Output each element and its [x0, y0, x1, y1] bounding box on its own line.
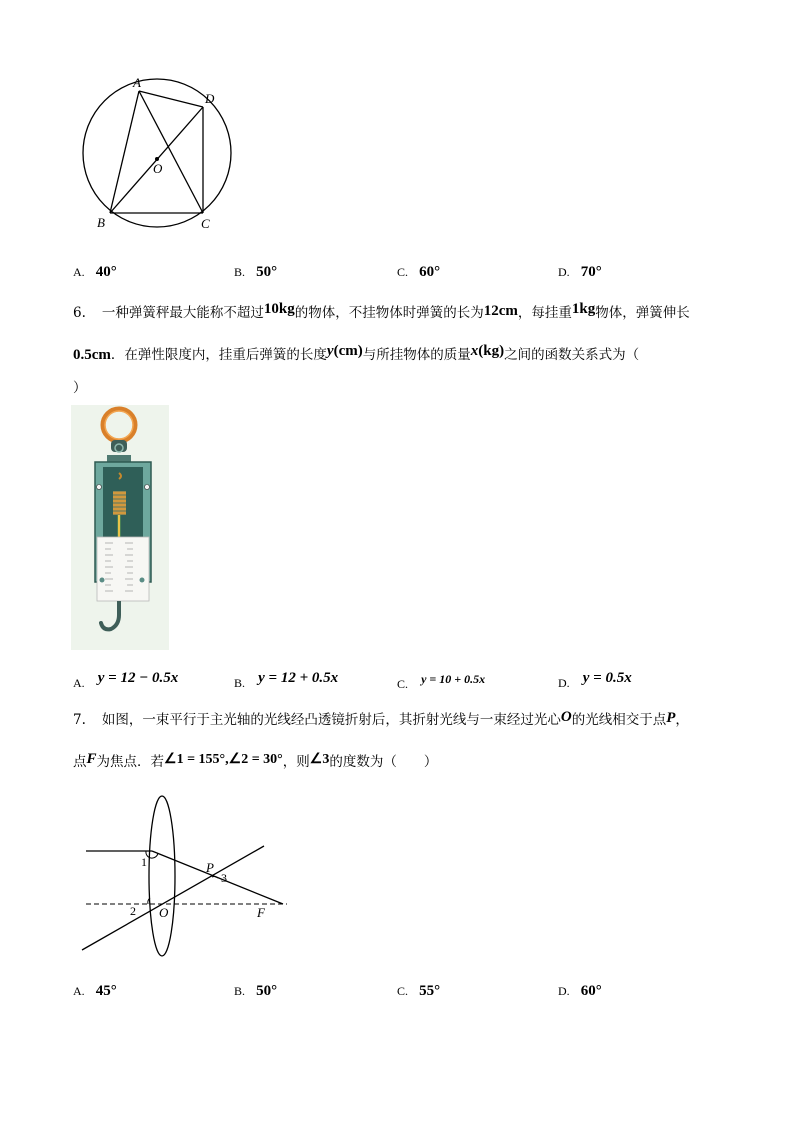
- option-value: y = 10 + 0.5x: [421, 672, 486, 686]
- q7-condition: ∠1 = 155°,∠2 = 30°: [164, 752, 283, 767]
- q6-text: 之间的函数关系式为（: [504, 347, 640, 363]
- label-o: O: [159, 905, 169, 920]
- label-d: D: [205, 91, 215, 106]
- q6-text: ）: [73, 380, 87, 396]
- option-letter: D.: [558, 676, 570, 690]
- q7-angle-3: ∠3: [309, 752, 330, 767]
- option-value: y = 12 − 0.5x: [97, 670, 179, 686]
- option-letter: B.: [234, 265, 246, 279]
- q6-var-x: x: [470, 343, 479, 359]
- convex-lens: [149, 796, 175, 956]
- option-value: 45°: [95, 983, 117, 999]
- q6-options: [0, 663, 794, 689]
- label-b: B: [97, 215, 105, 230]
- q7-text: 的光线相交于点: [571, 712, 667, 728]
- q7-var-f: F: [86, 751, 97, 767]
- q5-option-d[interactable]: [558, 261, 602, 281]
- q7-text: ，: [675, 712, 689, 728]
- option-letter: A.: [73, 676, 85, 690]
- option-value: 40°: [95, 264, 117, 280]
- option-value: y = 0.5x: [582, 670, 632, 686]
- q6-option-c[interactable]: [397, 668, 486, 691]
- option-value: 55°: [419, 983, 441, 999]
- option-letter: D.: [558, 984, 570, 998]
- question-number: 7.: [73, 712, 86, 728]
- q6-line-2: [73, 345, 639, 365]
- q6-text: 的物体，不挂物体时弹簧的长为: [294, 305, 484, 321]
- option-value: y = 12 + 0.5x: [258, 670, 339, 686]
- q7-text: 点: [73, 754, 87, 770]
- q6-text: 物体，弹簧伸长: [595, 305, 690, 321]
- q6-value-05cm: 0.5cm: [73, 347, 111, 363]
- option-letter: C.: [397, 265, 409, 279]
- chord-ab: [110, 91, 139, 213]
- option-letter: D.: [558, 265, 570, 279]
- q7-line-1: [73, 710, 689, 730]
- q6-text: ，每挂重: [517, 305, 572, 321]
- label-p: P: [206, 860, 214, 875]
- center-ray: [82, 846, 264, 950]
- q6-unit-kg: (kg): [478, 343, 505, 359]
- q6-value-1kg: 1kg: [571, 301, 596, 317]
- scale-panel: [97, 537, 149, 601]
- option-value: 50°: [256, 983, 278, 999]
- label-a: A: [133, 75, 141, 90]
- q6-line-1: [73, 303, 690, 323]
- option-value: 70°: [580, 264, 602, 280]
- q5-option-b[interactable]: [234, 261, 277, 281]
- q7-option-a[interactable]: [73, 980, 117, 1000]
- option-letter: A.: [73, 984, 85, 998]
- option-letter: B.: [234, 984, 246, 998]
- q7-text: 的度数为（ ）: [329, 754, 438, 770]
- q6-text: 与所挂物体的质量: [362, 347, 471, 363]
- q7-lens-figure: [80, 792, 295, 962]
- q6-option-b[interactable]: [234, 667, 339, 690]
- q7-option-c[interactable]: [397, 980, 440, 1000]
- q5-option-a[interactable]: [73, 261, 117, 281]
- label-f: F: [257, 905, 265, 920]
- q7-option-b[interactable]: [234, 980, 277, 1000]
- q6-option-a[interactable]: [73, 667, 179, 690]
- option-letter: B.: [234, 676, 246, 690]
- q7-line-2: [73, 752, 437, 773]
- q6-value-10kg: 10kg: [263, 301, 295, 317]
- q6-option-d[interactable]: [558, 667, 632, 690]
- q6-text: 一种弹簧秤最大能称不超过: [101, 305, 264, 321]
- q5-circle-figure: [75, 70, 235, 235]
- option-letter: C.: [397, 677, 409, 691]
- label-3: 3: [221, 871, 227, 885]
- option-value: 60°: [580, 983, 602, 999]
- q7-option-d[interactable]: [558, 980, 602, 1000]
- q6-line-3: [73, 378, 87, 398]
- q7-text: ，则: [282, 754, 310, 770]
- option-value: 50°: [256, 264, 278, 280]
- q6-unit-cm: (cm): [333, 343, 363, 359]
- label-1: 1: [141, 855, 147, 869]
- chord-ac: [139, 91, 203, 213]
- q6-text: ．在弹性限度内，挂重后弹簧的长度: [110, 347, 327, 363]
- q5-option-c[interactable]: [397, 261, 440, 281]
- q7-text: 为焦点．若: [96, 754, 165, 770]
- question-number: 6.: [73, 305, 86, 321]
- angle-3-arc: [212, 877, 218, 878]
- q5-options: [0, 256, 794, 280]
- option-letter: A.: [73, 265, 85, 279]
- label-2: 2: [130, 904, 136, 918]
- label-o: O: [153, 161, 163, 176]
- option-value: 60°: [419, 264, 441, 280]
- chord-ad: [139, 91, 203, 107]
- spring-scale-image: [71, 405, 169, 650]
- q6-var-y: y: [326, 343, 334, 359]
- option-letter: C.: [397, 984, 409, 998]
- q7-text: 如图，一束平行于主光轴的光线经凸透镜折射后，其折射光线与一束经过光心: [101, 712, 561, 728]
- q6-value-12cm: 12cm: [483, 303, 518, 319]
- label-c: C: [201, 216, 210, 231]
- q7-var-o: O: [560, 709, 572, 725]
- q7-var-p: P: [666, 710, 676, 726]
- q7-options: [0, 975, 794, 999]
